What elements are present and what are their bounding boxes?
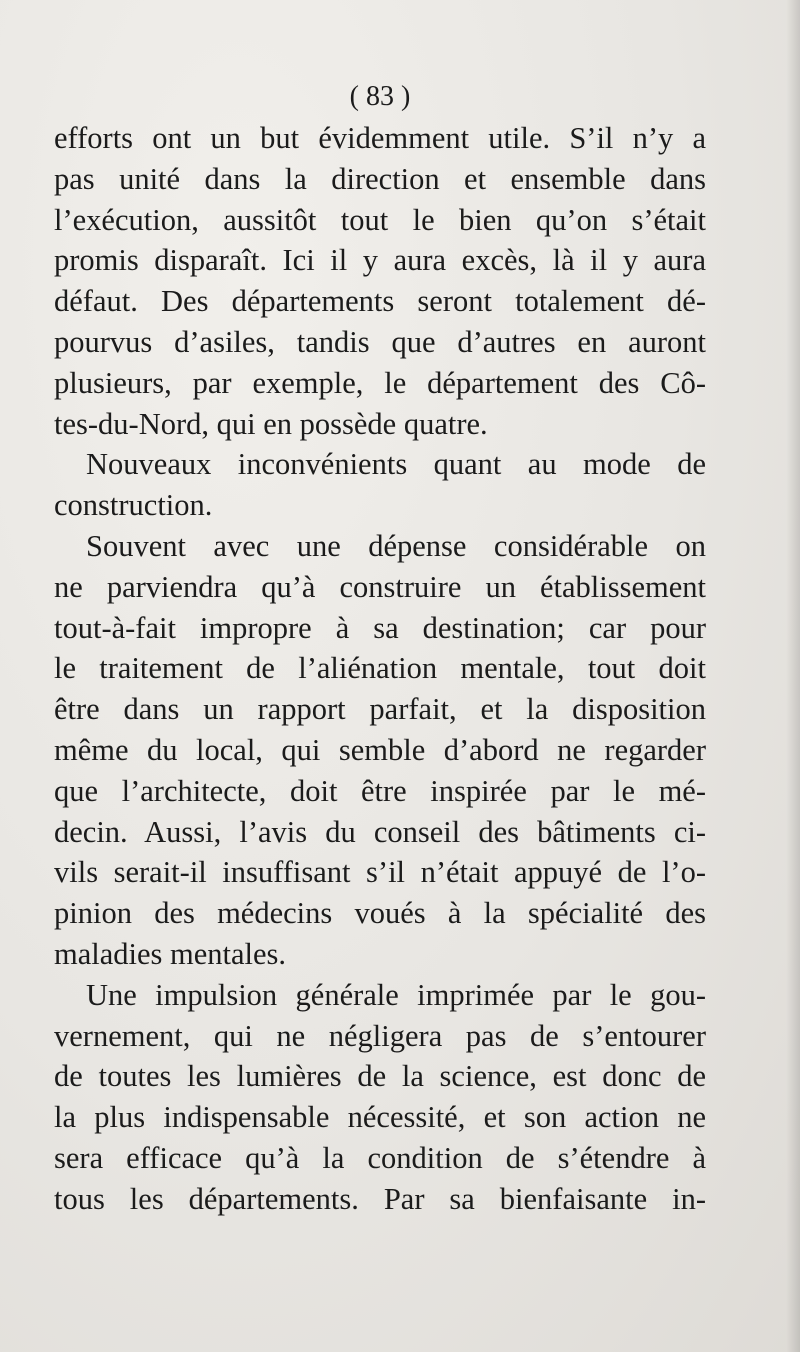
text-line: la plus indispensable nécessité, et son action ne xyxy=(54,1100,706,1135)
text-line: pourvus d’asiles, tandis que d’autres en auront xyxy=(54,324,706,359)
text-line: construction. xyxy=(54,488,213,523)
text-line: Nouveaux inconvénients quant au mode de xyxy=(86,447,706,482)
page-edge-shadow xyxy=(786,0,800,1352)
text-line: le traitement de l’aliénation mentale, tout doit xyxy=(54,651,706,686)
text-line: même du local, qui semble d’abord ne regarder xyxy=(54,732,706,767)
text-line: l’exécution, aussitôt tout le bien qu’on s’était xyxy=(54,202,706,237)
book-page xyxy=(54,82,706,1220)
text-line: Une impulsion générale imprimée par le gou- xyxy=(86,977,706,1012)
text-line: défaut. Des départements seront totalement dé- xyxy=(54,284,706,319)
text-line: vernement, qui ne négligera pas de s’entourer xyxy=(54,1018,706,1053)
text-line: tes-du-Nord, qui en possède quatre. xyxy=(54,406,488,441)
page-number: ( 83 ) xyxy=(349,81,411,112)
text-line: que l’architecte, doit être inspirée par le mé- xyxy=(54,773,706,808)
text-line: ne parviendra qu’à construire un établissement xyxy=(54,569,706,604)
text-line: plusieurs, par exemple, le département des Cô- xyxy=(54,365,706,400)
text-line: maladies mentales. xyxy=(54,936,287,971)
text-line: vils serait-il insuffisant s’il n’était appuyé de l’o- xyxy=(54,855,706,890)
page-body-text xyxy=(54,118,706,1220)
text-line: Souvent avec une dépense considérable on xyxy=(86,528,706,563)
text-line: tous les départements. Par sa bienfaisante in- xyxy=(54,1181,706,1216)
text-line: tout-à-fait impropre à sa destination; car pour xyxy=(54,610,706,645)
text-line: efforts ont un but évidemment utile. S’il n’y a xyxy=(54,121,706,155)
text-line: de toutes les lumières de la science, est donc de xyxy=(54,1059,706,1094)
text-line: decin. Aussi, l’avis du conseil des bâtiments ci- xyxy=(54,814,706,849)
text-line: être dans un rapport parfait, et la disposition xyxy=(54,692,706,727)
text-line: sera efficace qu’à la condition de s’étendre à xyxy=(54,1140,706,1175)
text-line: pas unité dans la direction et ensemble dans xyxy=(54,161,706,196)
text-line: pinion des médecins voués à la spécialité des xyxy=(54,896,706,931)
text-line: promis disparaît. Ici il y aura excès, là il y aura xyxy=(54,243,706,278)
